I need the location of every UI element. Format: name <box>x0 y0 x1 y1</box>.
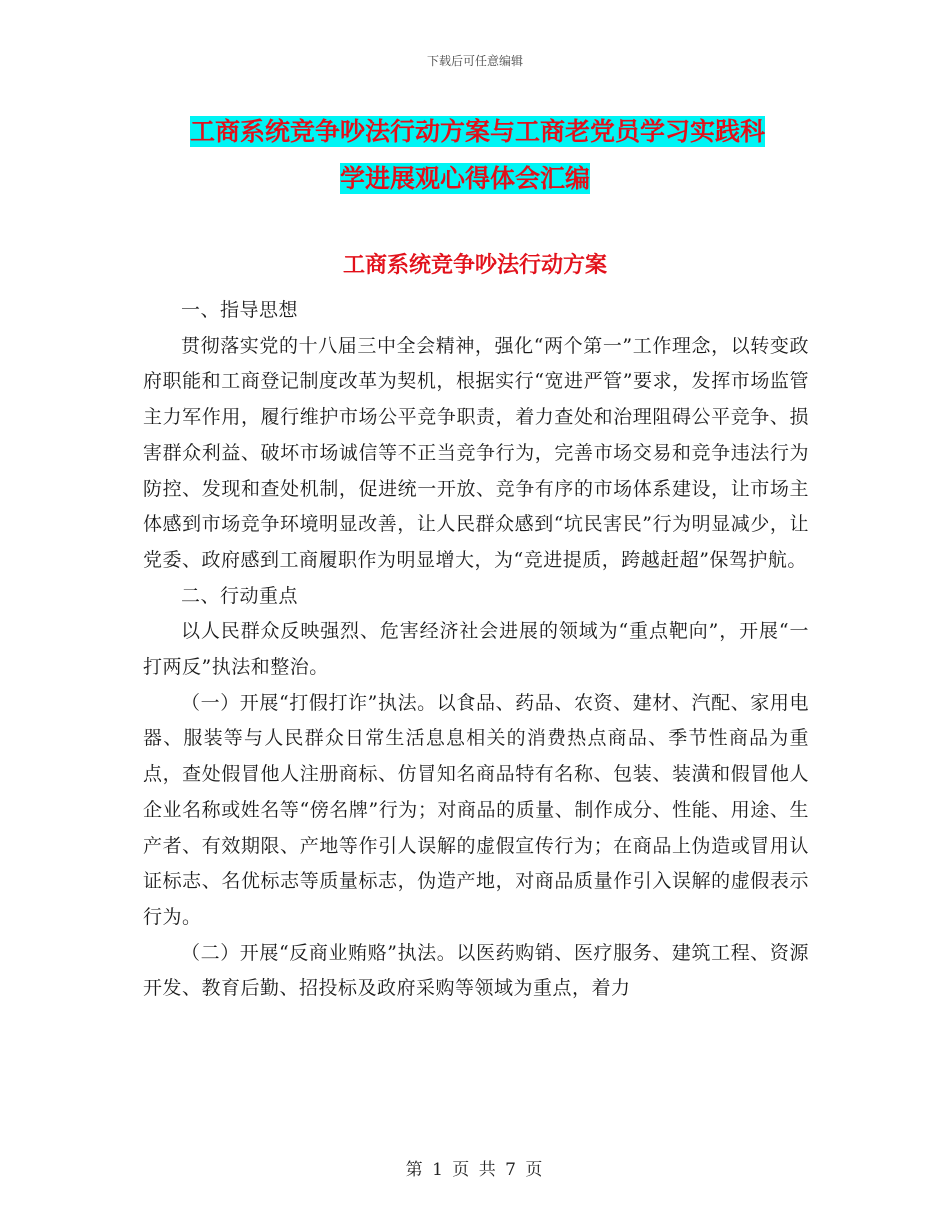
header-note: 下载后可任意编辑 <box>426 54 523 68</box>
section-title: 工商系统竞争吵法行动方案 <box>342 253 607 278</box>
paragraph-anti-bribery: （二）开展“反商业贿赂”执法。以医药购销、医疗服务、建筑工程、资源开发、教育后勤、招投标及政府采购等领域为重点，着力 <box>143 941 809 1000</box>
heading-guiding-ideology: 一、指导思想 <box>181 299 299 321</box>
title-line-1-text: 工商系统竞争吵法行动方案与工商老党员学习实践科 <box>190 117 766 146</box>
paragraph-action-focus: 以人民群众反映强烈、危害经济社会进展的领域为“重点靶向”，开展“一打两反”执法和整治。 <box>143 620 809 679</box>
title-line-2 <box>190 155 810 202</box>
page-number: 第 1 页 共 7 页 <box>405 1160 545 1180</box>
document-body <box>143 293 809 1007</box>
title-line-1 <box>190 108 810 155</box>
title-line-2-text: 学进展观心得体会汇编 <box>340 164 591 193</box>
heading-action-focus: 二、行动重点 <box>181 584 299 607</box>
paragraph-guiding-ideology: 贯彻落实党的十八届三中全会精神，强化“两个第一”工作理念，以转变政府职能和工商登记制度改革为契机，根据实行“宽进严管”要求，发挥市场监管主力军作用，履行维护市场公平竞争职责，着力查处和治理阻碍公平竞争、损害群众利益、破坏市场诚信等不正当竞争行为，完善市场交易和竞争违法行为防控、发现和查处机制，促进统一开放、竞争有序的市场体系建设，让市场主体感到市场竞争环境明显改善，让人民群众感到“坑民害民”行为明显减少，让党委、政府感到工商履职作为明显增大，为“竞进提质，跨越赶超”保驾护航。 <box>143 334 809 571</box>
document-title <box>190 108 810 202</box>
paragraph-anti-counterfeit: （一）开展“打假打诈”执法。以食品、药品、农资、建材、汽配、家用电器、服装等与人民群众日常生活息息相关的消费热点商品、季节性商品为重点，查处假冒他人注册商标、仿冒知名商品特有名称、包装、装潢和假冒他人企业名称或姓名等“傍名牌”行为；对商品的质量、制作成分、性能、用途、生产者、有效期限、产地等作引人误解的虚假宣传行为；在商品上伪造或冒用认证标志、名优标志等质量标志，伪造产地，对商品质量作引入误解的虚假表示行为。 <box>143 691 809 928</box>
